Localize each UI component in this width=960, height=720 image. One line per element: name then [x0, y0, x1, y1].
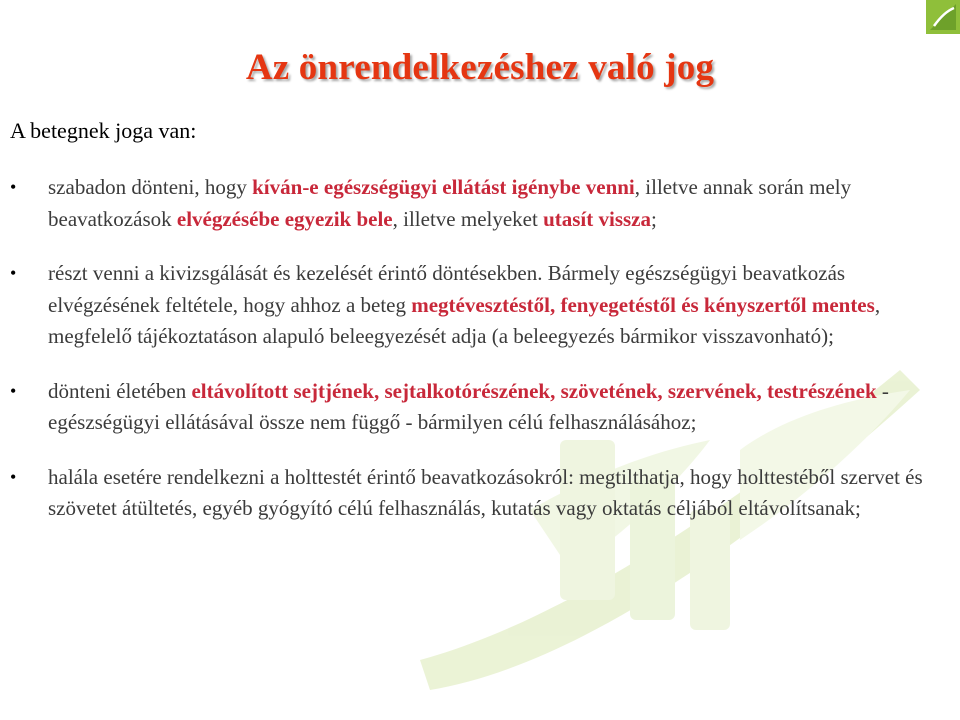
highlighted-text: eltávolított sejtjének, sejtalkotórészének, szövetének, szervének, testrészének: [191, 378, 877, 403]
bullet-text: , megfelelő tájékoztatáson alapuló beleegyezését adja (a beleegyezés bármikor visszavonható);: [48, 292, 881, 348]
bullet-item: [0, 258, 935, 353]
highlighted-text: megtévesztéstől, fenyegetéstől és kényszertől mentes: [411, 292, 875, 317]
bullet-item: [0, 462, 935, 525]
bullet-item: [0, 172, 935, 235]
bullet-text: , illetve melyeket: [392, 206, 544, 231]
bullet-text: halála esetére rendelkezni a holttestét érintő beavatkozásokról: megtilthatja, hogy holttestéből szervet és szövetet átültetés, egyéb gyógyító célú felhasználás, kutatás vagy oktatás céljából eltávolítsanak;: [48, 464, 923, 520]
highlighted-text: elvégzésébe egyezik bele: [176, 206, 393, 231]
intro-text: A betegnek joga van:: [10, 118, 197, 143]
bullet-text: szabadon dönteni, hogy: [48, 175, 253, 199]
bullet-text: ;: [651, 206, 657, 231]
bullet-text: - egészségügyi ellátásával össze nem függő - bármilyen célú felhasználásához;: [48, 378, 889, 434]
bullet-text: részt venni a kivizsgálását és kezelését érintő döntésekben. Bármely egészségügyi beavatkozás elvégzésének feltétele, hogy ahhoz a beteg: [48, 261, 846, 317]
bullet-item: [0, 376, 935, 439]
bullet-text: , illetve annak során mely beavatkozások: [48, 175, 852, 231]
rights-bullet-list: [0, 172, 935, 548]
green-corner-logo-icon: [926, 0, 960, 34]
slide-title: Az önrendelkezéshez való jog: [245, 47, 715, 88]
highlighted-text: kíván-e egészségügyi ellátást igénybe venni: [252, 175, 635, 199]
bullet-text: dönteni életében: [48, 378, 192, 403]
highlighted-text: utasít vissza: [543, 206, 652, 231]
